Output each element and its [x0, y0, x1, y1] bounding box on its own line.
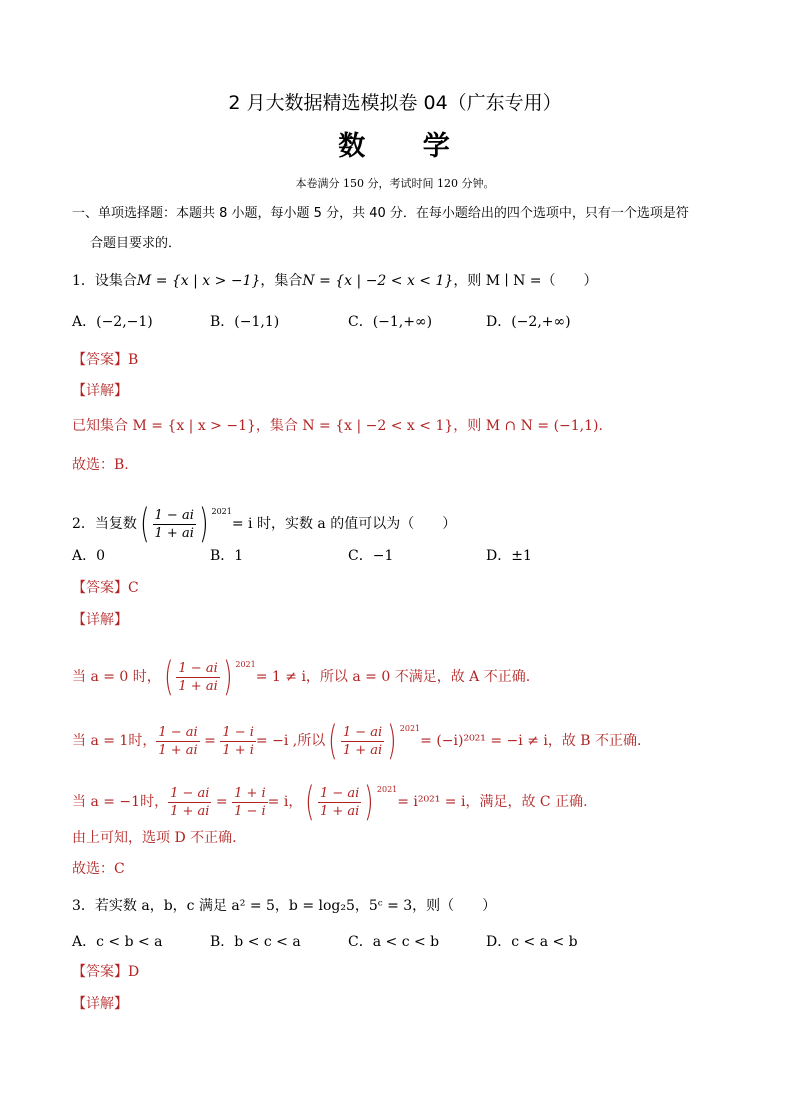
- q2-conclusion: 由上可知，选项 D 不正确.: [72, 830, 237, 846]
- q1-mid: ，集合: [260, 273, 303, 289]
- question-2-options: [72, 546, 732, 566]
- q2-detail-line-3: 当 a = −1时， $\frac{1 - ai}{1 + ai}$ = $\frac{1 + i}{1 - i}$ = i，( $\frac{1 - ai}{1 + ai}$ ) $^{2021}$= i²⁰²¹ = i，满足，故 C 正确.: [72, 779, 588, 825]
- q2-suffix: = i 时，实数 a 的值可以为（ ）: [231, 516, 457, 532]
- q1-choose: 故选：B.: [72, 457, 129, 473]
- fraction-numerator: 1 − ai: [170, 785, 210, 801]
- q2-l2-fraction-2: [220, 724, 256, 759]
- q2-l3-power: 2021: [376, 785, 398, 794]
- q2-power: 2021: [211, 507, 232, 516]
- question-3-options: [72, 932, 732, 952]
- q2-option-c: C．−1: [348, 548, 394, 564]
- q1-set-m: M = {x | x > −1}: [136, 273, 261, 289]
- q2-detail-line-1: [72, 645, 531, 700]
- fraction-numerator: 1 + i: [234, 785, 266, 801]
- q2-l1-fraction: [176, 660, 219, 695]
- paren-left: (: [140, 501, 150, 547]
- q2-l2-fraction-3: [341, 724, 384, 759]
- fraction-denominator: 1 − i: [234, 803, 266, 819]
- q2-l3-prefix: 当 a = −1时，: [72, 794, 169, 810]
- q2-l1-power: 2021: [235, 660, 256, 669]
- q2-prefix: 2．当复数: [72, 516, 137, 532]
- q2-answer: 【答案】C: [72, 580, 139, 596]
- section-heading-cont: 合题目要求的．: [90, 236, 182, 251]
- q1-option-d: D．(−2,+∞): [486, 314, 571, 330]
- q1-option-b: B．(−1,1): [210, 314, 280, 330]
- q1-prefix: 1．设集合: [72, 273, 137, 289]
- fraction-numerator: 1 − ai: [154, 507, 194, 523]
- q2-l2-prefix: 当 a = 1时，: [72, 733, 157, 749]
- paren-left: (: [305, 779, 315, 825]
- fraction-numerator: 1 − ai: [178, 660, 218, 676]
- q2-option-b: B．1: [210, 548, 244, 564]
- q1-answer: 【答案】B: [72, 352, 139, 368]
- q1-set-n: N = {x | −2 < x < 1}: [302, 273, 454, 289]
- subject-title: 数 学: [338, 131, 474, 162]
- q2-l3-fraction-3: [318, 785, 361, 820]
- q2-detail-line-2: 当 a = 1时， $\frac{1 - ai}{1 + ai}$ = $\frac{1 - i}{1 + i}$ = −i ,所以( $\frac{1 - ai}{1 + ai}$ ) $^{2021}$= (−i)²⁰²¹ = −i ≠ i，故 B 不正确.: [72, 718, 642, 764]
- q3-option-d: D．c < a < b: [486, 934, 578, 950]
- q2-fraction: [153, 507, 196, 542]
- q2-option-a: A．0: [72, 548, 106, 564]
- q2-l2-fraction-1: [156, 724, 199, 759]
- q2-l3-suffix: = i²⁰²¹ = i，满足，故 C 正确.: [397, 794, 588, 810]
- q1-suffix: ，则 M ∣ N =（ ）: [453, 273, 598, 289]
- q1-detail-label: 【详解】: [72, 383, 128, 399]
- page-title: 2 月大数据精选模拟卷 04（广东专用）: [228, 92, 562, 114]
- fraction-numerator: 1 − i: [222, 724, 254, 740]
- q1-option-a: A．(−2,−1): [72, 314, 153, 330]
- q3-detail-label: 【详解】: [72, 996, 128, 1012]
- fraction-denominator: 1 + i: [222, 742, 254, 758]
- q2-detail-label: 【详解】: [72, 612, 128, 628]
- q2-l1-prefix: 当 a = 0 时，: [72, 669, 161, 685]
- q3-option-c: C．a < c < b: [348, 934, 440, 950]
- paren-left: (: [328, 718, 338, 764]
- fraction-numerator: 1 − ai: [342, 724, 383, 740]
- fraction-denominator: 1 + ai: [154, 525, 194, 541]
- paren-right: ): [387, 718, 397, 764]
- q2-l2-suffix: = (−i)²⁰²¹ = −i ≠ i，故 B 不正确.: [420, 733, 642, 749]
- q2-l2-power: 2021: [399, 724, 421, 733]
- question-3-stem: 3．若实数 a，b，c 满足 a² = 5，b = log₂5，5ᶜ = 3，则（ ）: [72, 898, 497, 914]
- fraction-denominator: 1 + ai: [319, 803, 360, 819]
- q2-l3-mid: = i，: [267, 794, 303, 810]
- paren-right: ): [222, 654, 233, 700]
- q2-l1-suffix: = 1 ≠ i，所以 a = 0 不满足，故 A 不正确.: [255, 669, 531, 685]
- q2-l2-mid: = −i ,所以: [255, 733, 326, 749]
- q2-choose: 故选：C: [72, 861, 125, 877]
- fraction-denominator: 1 + ai: [158, 742, 198, 758]
- q3-option-b: B．b < c < a: [210, 934, 301, 950]
- fraction-denominator: 1 + ai: [178, 678, 218, 694]
- question-1-options: [72, 312, 732, 332]
- section-heading: 一、单项选择题：本题共 8 小题，每小题 5 分，共 40 分．在每小题给出的四个选项中，只有一个选项是符: [72, 206, 689, 221]
- exam-note: 本卷满分 150 分，考试时间 120 分钟。: [295, 177, 495, 190]
- question-2-stem: [72, 492, 457, 547]
- fraction-denominator: 1 + ai: [170, 803, 210, 819]
- fraction-numerator: 1 − ai: [319, 785, 360, 801]
- fraction-denominator: 1 + ai: [342, 742, 383, 758]
- question-1-stem: [72, 271, 598, 291]
- q2-l3-fraction-2: [232, 785, 268, 820]
- q2-option-d: D．±1: [486, 548, 532, 564]
- paren-right: ): [364, 779, 374, 825]
- q1-detail: 已知集合 M = {x | x > −1}，集合 N = {x | −2 < x < 1}，则 M ∩ N = (−1,1).: [72, 418, 603, 434]
- paren-right: ): [198, 501, 209, 547]
- q3-answer: 【答案】D: [72, 964, 140, 980]
- fraction-numerator: 1 − ai: [158, 724, 198, 740]
- paren-left: (: [163, 654, 174, 700]
- q3-option-a: A．c < b < a: [72, 934, 163, 950]
- q2-l3-fraction-1: [168, 785, 211, 820]
- q1-option-c: C．(−1,+∞): [348, 314, 433, 330]
